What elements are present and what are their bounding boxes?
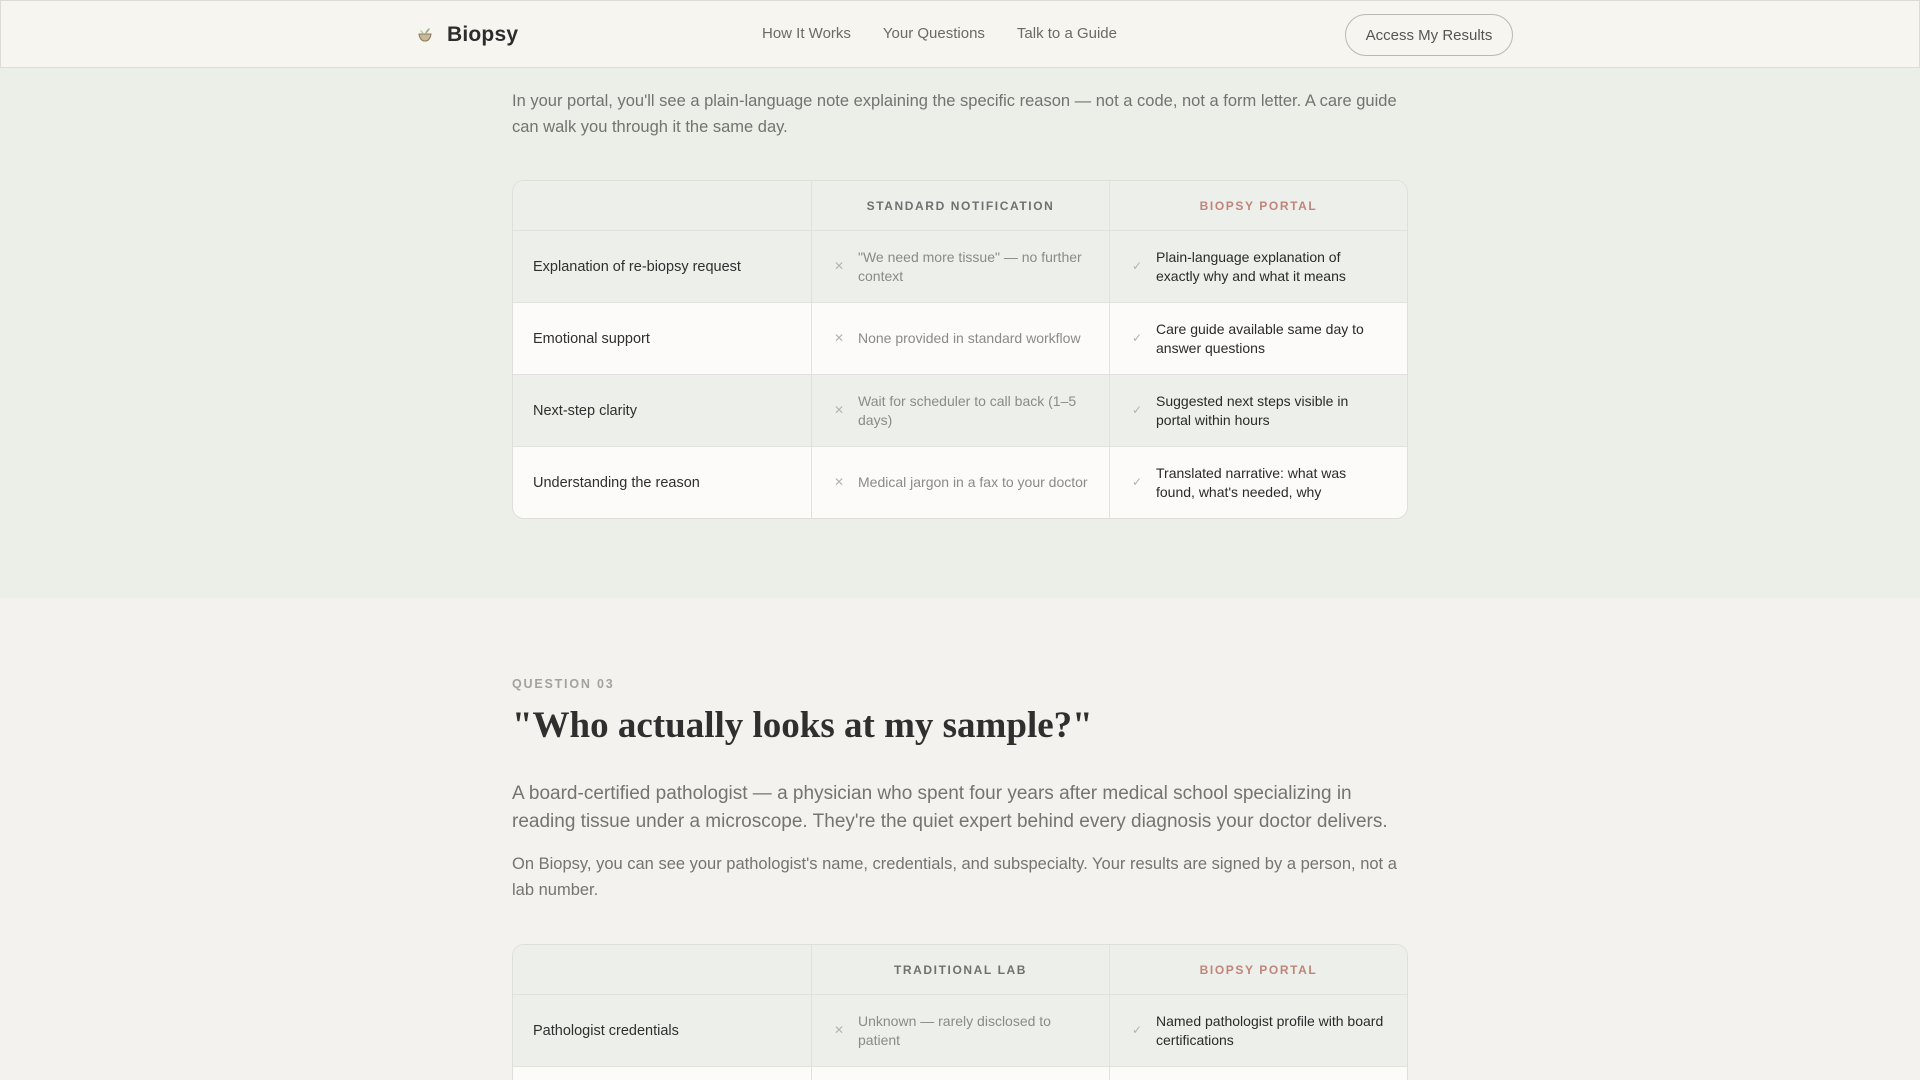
- col-header-traditional: TRADITIONAL LAB: [811, 945, 1109, 994]
- feature-label: Next-step clarity: [533, 402, 637, 419]
- standard-text: Wait for scheduler to call back (1–5 days): [858, 392, 1077, 428]
- table-row: [513, 230, 1407, 302]
- standard-text: Medical jargon in a fax to your doctor: [858, 474, 1088, 490]
- logo-text: Biopsy: [447, 23, 519, 46]
- leaf-bowl-icon: [415, 25, 435, 45]
- q2-intro-text: In your portal, you'll see a plain-language note explaining the specific reason — not a code, not a form letter. A care guide can walk you through it the same day.: [512, 92, 1397, 136]
- table-row: [513, 374, 1407, 446]
- main-nav: [762, 25, 1117, 42]
- q3-body-text: On Biopsy, you can see your pathologist's name, credentials, and subspecialty. Your results are signed by a person, not a lab number.: [512, 855, 1397, 899]
- x-icon: ✕: [833, 403, 845, 417]
- portal-value: [1109, 303, 1407, 374]
- table-row: [513, 302, 1407, 374]
- feature-label: Emotional support: [533, 330, 650, 347]
- x-icon: ✕: [833, 331, 845, 345]
- portal-text: Care guide available same day to answer questions: [1156, 320, 1364, 356]
- x-icon: ✕: [833, 259, 845, 273]
- table-header-row: [513, 181, 1407, 230]
- standard-text: "We need more tissue" — no further context: [858, 248, 1082, 284]
- logo[interactable]: [415, 23, 518, 47]
- question-eyebrow: QUESTION 03: [512, 677, 615, 691]
- access-results-button[interactable]: Access My Results: [1345, 14, 1513, 56]
- check-icon: ✓: [1131, 475, 1143, 489]
- standard-value: [811, 303, 1109, 374]
- table-header-row: [513, 945, 1407, 994]
- standard-value: [811, 231, 1109, 302]
- portal-text: Translated narrative: what was found, what's needed, why: [1156, 464, 1347, 500]
- portal-value: [1109, 375, 1407, 446]
- standard-value: [811, 447, 1109, 518]
- feature-label: Explanation of re-biopsy request: [533, 258, 741, 275]
- table-row: [513, 446, 1407, 518]
- standard-text: None provided in standard workflow: [858, 330, 1081, 346]
- x-icon: ✕: [833, 475, 845, 489]
- table-row: [513, 994, 1407, 1066]
- x-icon: ✕: [833, 1023, 845, 1037]
- standard-value: [811, 375, 1109, 446]
- check-icon: ✓: [1131, 259, 1143, 273]
- portal-text: Named pathologist profile with board certifications: [1156, 1012, 1384, 1048]
- table-row: [513, 1066, 1407, 1080]
- portal-value: [1109, 231, 1407, 302]
- nav-how-it-works[interactable]: How It Works: [762, 25, 851, 42]
- comparison-table-q2: [512, 180, 1408, 519]
- nav-your-questions[interactable]: Your Questions: [882, 25, 985, 42]
- site-header: [0, 0, 1920, 68]
- check-icon: ✓: [1131, 403, 1143, 417]
- q3-lead-text: A board-certified pathologist — a physician who spent four years after medical school specializing in reading tissue under a microscope. They're the quiet expert behind every diagnosis your doctor delivers.: [512, 783, 1388, 832]
- header-empty-cell: [513, 945, 811, 994]
- feature-label: Pathologist credentials: [533, 1022, 679, 1039]
- portal-value: [1109, 1067, 1407, 1080]
- feature-label: [513, 1067, 811, 1080]
- col-header-portal: BIOPSY PORTAL: [1109, 181, 1407, 230]
- nav-talk-to-guide[interactable]: Talk to a Guide: [1016, 25, 1117, 42]
- portal-value: [1109, 447, 1407, 518]
- portal-text: Suggested next steps visible in portal within hours: [1156, 392, 1349, 428]
- col-header-standard: STANDARD NOTIFICATION: [811, 181, 1109, 230]
- portal-value: [1109, 995, 1407, 1066]
- check-icon: ✓: [1131, 331, 1143, 345]
- standard-value: [811, 1067, 1109, 1080]
- standard-value: [811, 995, 1109, 1066]
- portal-text: Plain-language explanation of exactly why and what it means: [1156, 248, 1346, 284]
- comparison-table-q3: [512, 944, 1408, 1080]
- feature-label: Understanding the reason: [533, 474, 700, 491]
- header-empty-cell: [513, 181, 811, 230]
- col-header-portal: BIOPSY PORTAL: [1109, 945, 1407, 994]
- question-title: "Who actually looks at my sample?": [512, 705, 1093, 746]
- check-icon: ✓: [1131, 1023, 1143, 1037]
- standard-text: Unknown — rarely disclosed to patient: [858, 1012, 1051, 1048]
